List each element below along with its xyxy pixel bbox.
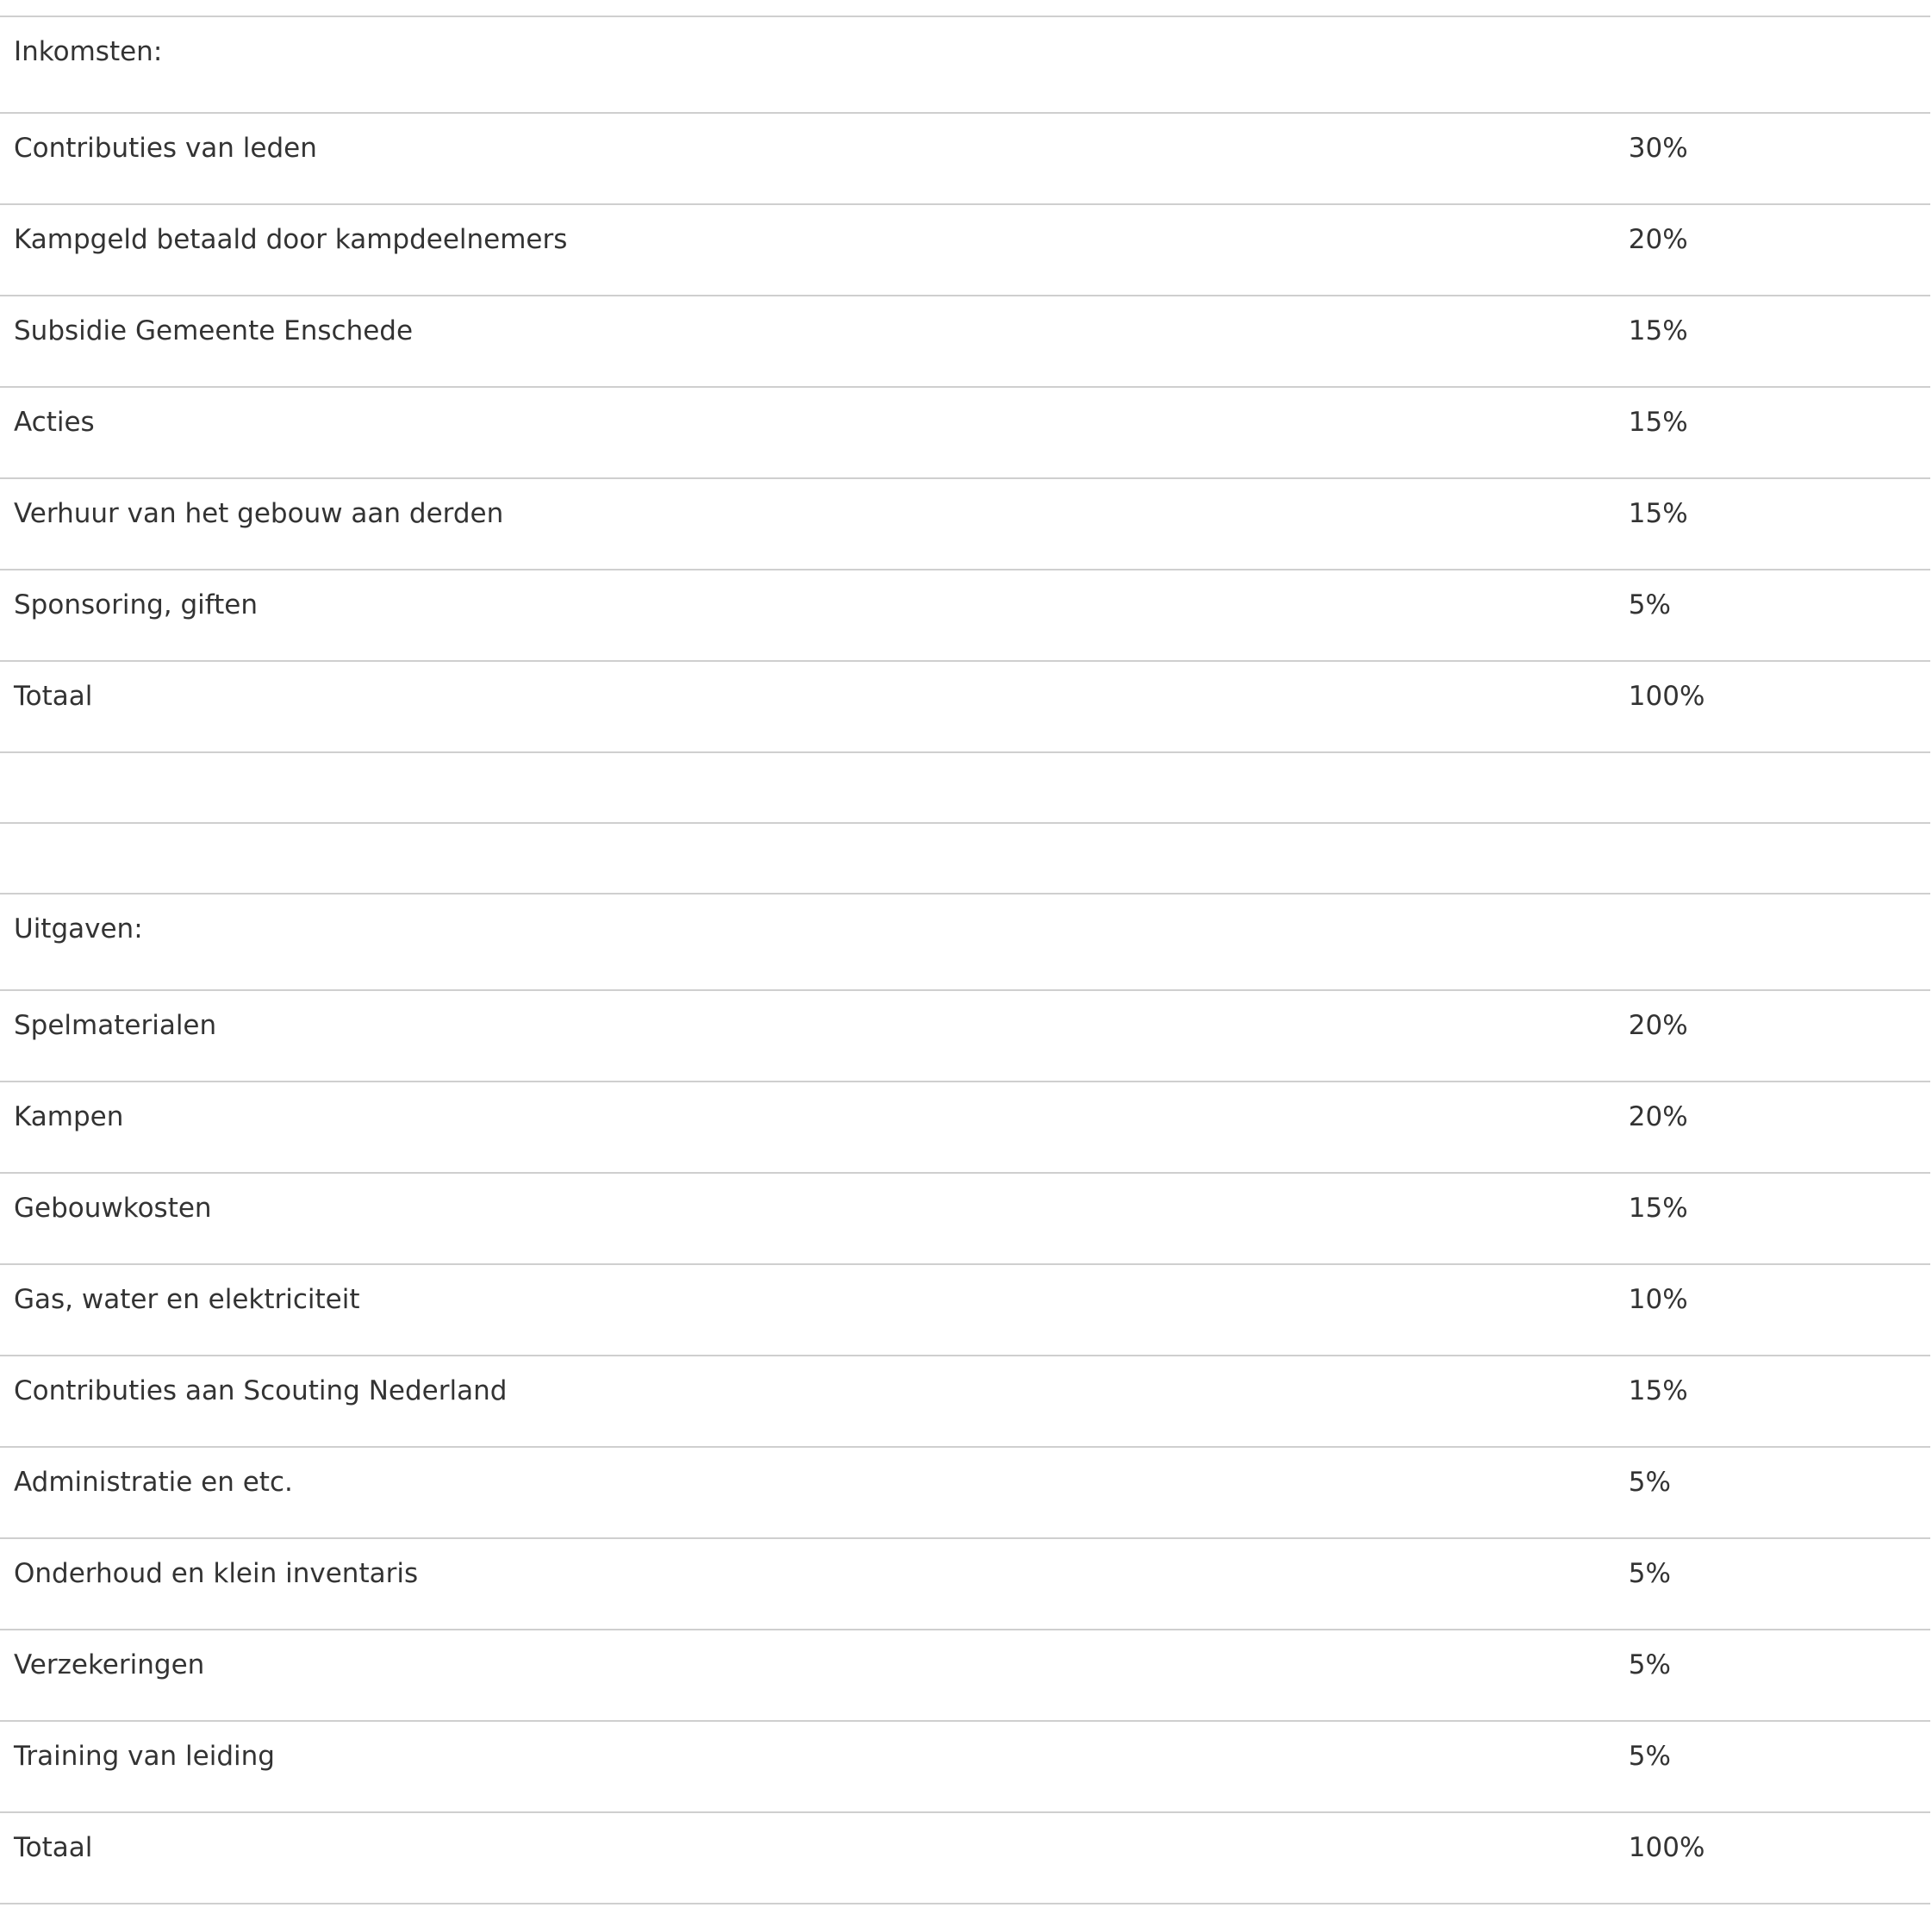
income-heading-row bbox=[0, 16, 1930, 113]
empty-cell bbox=[0, 752, 1615, 823]
item-percentage: 5% bbox=[1615, 1538, 1930, 1630]
expenses-row bbox=[0, 1082, 1930, 1173]
item-percentage: 15% bbox=[1615, 478, 1930, 570]
empty-cell bbox=[1615, 823, 1930, 894]
item-label: Kampgeld betaald door kampdeelnemers bbox=[0, 204, 1615, 296]
item-percentage: 100% bbox=[1615, 661, 1930, 752]
empty-row bbox=[0, 752, 1930, 823]
item-label: Kampen bbox=[0, 1082, 1615, 1173]
expenses-row bbox=[0, 1447, 1930, 1538]
expenses-heading: Uitgaven: bbox=[0, 894, 1615, 990]
item-percentage: 10% bbox=[1615, 1264, 1930, 1356]
budget-table-body bbox=[0, 16, 1930, 1904]
income-row bbox=[0, 113, 1930, 204]
expenses-row bbox=[0, 1264, 1930, 1356]
item-label: Gebouwkosten bbox=[0, 1173, 1615, 1264]
income-row bbox=[0, 204, 1930, 296]
item-label: Sponsoring, giften bbox=[0, 570, 1615, 661]
income-row bbox=[0, 387, 1930, 478]
item-percentage: 5% bbox=[1615, 1630, 1930, 1721]
expenses-heading-row bbox=[0, 894, 1930, 990]
item-percentage: 15% bbox=[1615, 387, 1930, 478]
item-label: Training van leiding bbox=[0, 1721, 1615, 1812]
expenses-row bbox=[0, 1538, 1930, 1630]
item-percentage: 5% bbox=[1615, 1447, 1930, 1538]
item-label: Spelmaterialen bbox=[0, 990, 1615, 1082]
income-total-row bbox=[0, 661, 1930, 752]
empty-cell bbox=[0, 823, 1615, 894]
empty-cell bbox=[1615, 16, 1930, 113]
empty-row bbox=[0, 823, 1930, 894]
income-heading: Inkomsten: bbox=[0, 16, 1615, 113]
item-percentage: 15% bbox=[1615, 1173, 1930, 1264]
expenses-row bbox=[0, 1173, 1930, 1264]
budget-table bbox=[0, 16, 1930, 1904]
item-percentage: 20% bbox=[1615, 990, 1930, 1082]
income-row bbox=[0, 296, 1930, 387]
item-label: Totaal bbox=[0, 1812, 1615, 1904]
item-label: Contributies van leden bbox=[0, 113, 1615, 204]
item-label: Onderhoud en klein inventaris bbox=[0, 1538, 1615, 1630]
item-percentage: 15% bbox=[1615, 296, 1930, 387]
expenses-row bbox=[0, 1721, 1930, 1812]
item-percentage: 20% bbox=[1615, 1082, 1930, 1173]
expenses-total-row bbox=[0, 1812, 1930, 1904]
empty-cell bbox=[1615, 894, 1930, 990]
expenses-row bbox=[0, 1356, 1930, 1447]
income-row bbox=[0, 478, 1930, 570]
item-label: Acties bbox=[0, 387, 1615, 478]
item-label: Gas, water en elektriciteit bbox=[0, 1264, 1615, 1356]
item-percentage: 5% bbox=[1615, 570, 1930, 661]
expenses-row bbox=[0, 990, 1930, 1082]
item-label: Contributies aan Scouting Nederland bbox=[0, 1356, 1615, 1447]
item-label: Administratie en etc. bbox=[0, 1447, 1615, 1538]
item-percentage: 20% bbox=[1615, 204, 1930, 296]
empty-cell bbox=[1615, 752, 1930, 823]
item-label: Verhuur van het gebouw aan derden bbox=[0, 478, 1615, 570]
item-label: Subsidie Gemeente Enschede bbox=[0, 296, 1615, 387]
item-label: Verzekeringen bbox=[0, 1630, 1615, 1721]
income-row bbox=[0, 570, 1930, 661]
item-label: Totaal bbox=[0, 661, 1615, 752]
item-percentage: 100% bbox=[1615, 1812, 1930, 1904]
expenses-row bbox=[0, 1630, 1930, 1721]
item-percentage: 5% bbox=[1615, 1721, 1930, 1812]
item-percentage: 30% bbox=[1615, 113, 1930, 204]
item-percentage: 15% bbox=[1615, 1356, 1930, 1447]
